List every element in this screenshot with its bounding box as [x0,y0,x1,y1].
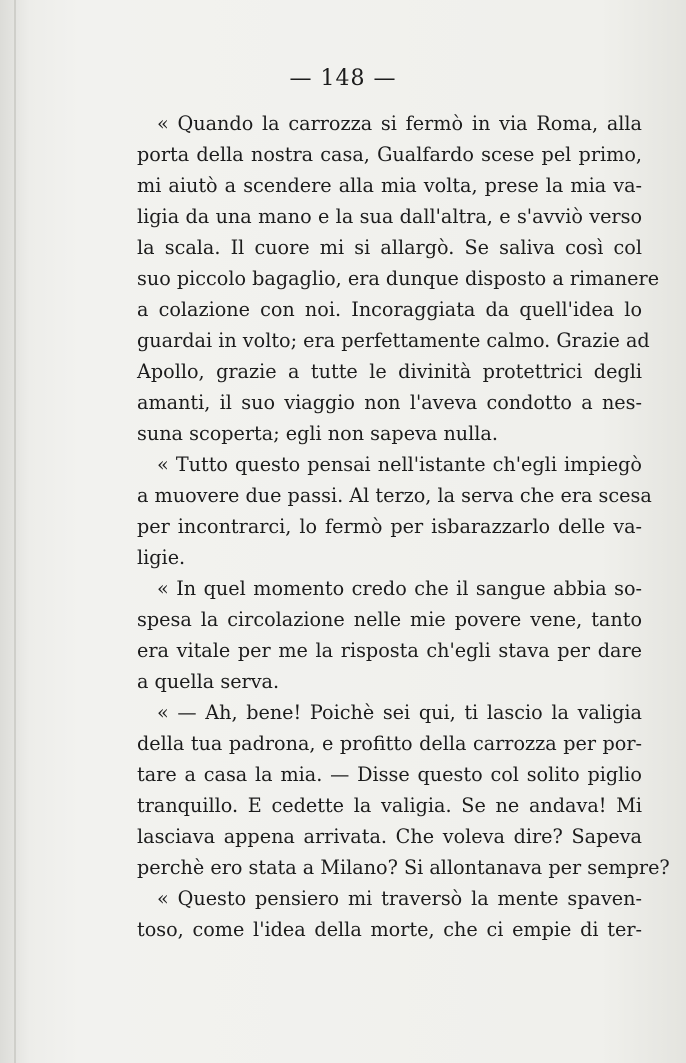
text-line: amanti, il suo viaggio non l'aveva condotto a nes- [137,391,642,414]
text-line: per incontrarci, lo fermò per isbarazzarlo delle va- [137,515,642,538]
text-line: ligia da una mano e la sua dall'altra, e s'avviò verso [137,205,642,228]
text-line: tranquillo. E cedette la valigia. Se ne andava! Mi [137,794,642,817]
text-line: toso, come l'idea della morte, che ci empie di ter- [137,918,642,941]
text-line: era vitale per me la risposta ch'egli stava per dare [137,639,642,662]
text-line: della tua padrona, e profitto della carrozza per por- [137,732,642,755]
text-line: suo piccolo bagaglio, era dunque disposto a rimanere [137,267,660,290]
text-line: « In quel momento credo che il sangue abbia so- [157,577,642,600]
text-line: spesa la circolazione nelle mie povere vene, tanto [137,608,642,631]
text-line: guardai in volto; era perfettamente calmo. Grazie ad [137,329,650,352]
text-line: a colazione con noi. Incoraggiata da quell'idea lo [137,298,642,321]
text-line: « Tutto questo pensai nell'istante ch'egli impiegò [157,453,642,476]
text-line: a quella serva. [137,670,280,693]
page-edge [14,0,16,1063]
text-line: « Questo pensiero mi traversò la mente spaven- [157,887,642,910]
text-line: Apollo, grazie a tutte le divinità protettrici degli [137,360,642,383]
text-line: tare a casa la mia. — Disse questo col solito piglio [137,763,642,786]
text-line: la scala. Il cuore mi si allargò. Se saliva così col [137,236,642,259]
text-line: suna scoperta; egli non sapeva nulla. [137,422,498,445]
text-line: ligie. [137,546,186,569]
text-line: lasciava appena arrivata. Che voleva dire? Sapeva [137,825,642,848]
page-number: — 148 — [289,66,397,91]
text-line: « Quando la carrozza si fermò in via Roma, alla [157,112,642,135]
text-line: a muovere due passi. Al terzo, la serva che era scesa [137,484,652,507]
text-line: « — Ah, bene! Poichè sei qui, ti lascio la valigia [157,701,642,724]
text-line: mi aiutò a scendere alla mia volta, prese la mia va- [137,174,642,197]
body-text [137,108,670,945]
text-line: perchè ero stata a Milano? Si allontanava per sempre? [137,856,670,879]
text-line: porta della nostra casa, Gualfardo scese pel primo, [137,143,642,166]
